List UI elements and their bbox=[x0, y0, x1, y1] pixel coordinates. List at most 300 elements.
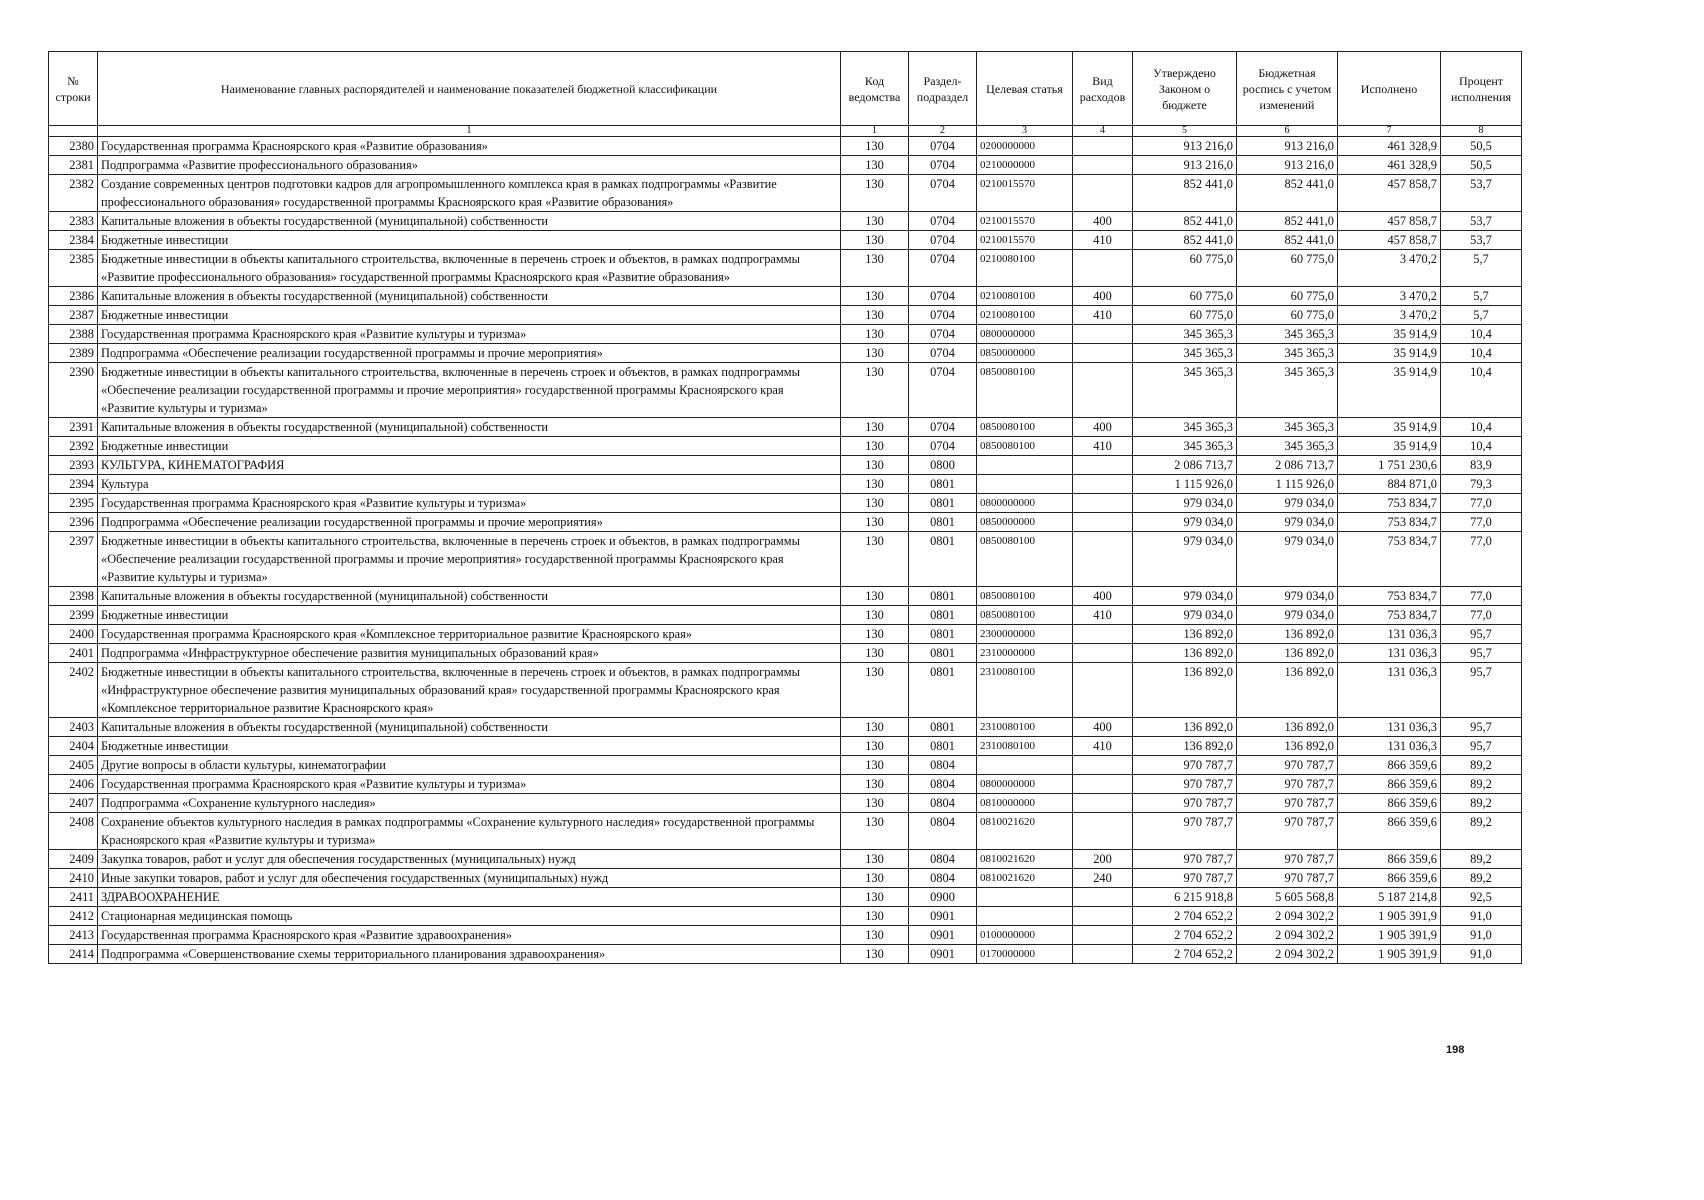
row-name: Бюджетные инвестиции в объекты капитального строительства, включенные в перечень строек и объектов, в рамках подпрограммы «Инфраструктурное обеспечение развития муниципальных образований края» государственной программы Красноярского края «Комплексное территориальное развитие Красноярского края» bbox=[98, 663, 841, 718]
expense-kind-cell bbox=[1073, 494, 1133, 513]
row-name: Подпрограмма «Развитие профессионального образования» bbox=[98, 156, 841, 175]
approved-amount: 979 034,0 bbox=[1133, 606, 1237, 625]
row-name: Подпрограмма «Обеспечение реализации государственной программы и прочие мероприятия» bbox=[98, 513, 841, 532]
percent-cell: 77,0 bbox=[1441, 587, 1522, 606]
target-article-cell: 0810021620 bbox=[977, 850, 1073, 869]
row-number: 2385 bbox=[49, 250, 98, 287]
row-name: Бюджетные инвестиции в объекты капитального строительства, включенные в перечень строек и объектов, в рамках подпрограммы «Развитие профессионального образования» государственной программы Красноярского края «Развитие образования» bbox=[98, 250, 841, 287]
executed-amount: 461 328,9 bbox=[1338, 137, 1441, 156]
dept-code-cell: 130 bbox=[841, 869, 909, 888]
dept-code-cell: 130 bbox=[841, 926, 909, 945]
schedule-amount: 345 365,3 bbox=[1237, 344, 1338, 363]
row-number: 2382 bbox=[49, 175, 98, 212]
table-row bbox=[49, 869, 1522, 888]
table-row bbox=[49, 250, 1522, 287]
table-row bbox=[49, 606, 1522, 625]
target-article-cell: 0170000000 bbox=[977, 945, 1073, 964]
table-row bbox=[49, 363, 1522, 418]
column-number: 6 bbox=[1237, 126, 1338, 137]
target-article-cell: 0100000000 bbox=[977, 926, 1073, 945]
target-article-cell: 0850000000 bbox=[977, 344, 1073, 363]
approved-amount: 913 216,0 bbox=[1133, 156, 1237, 175]
executed-amount: 1 905 391,9 bbox=[1338, 907, 1441, 926]
section-cell: 0704 bbox=[909, 287, 977, 306]
section-cell: 0704 bbox=[909, 137, 977, 156]
percent-cell: 53,7 bbox=[1441, 212, 1522, 231]
percent-cell: 89,2 bbox=[1441, 813, 1522, 850]
expense-kind-cell bbox=[1073, 813, 1133, 850]
target-article-cell: 0850080100 bbox=[977, 587, 1073, 606]
schedule-amount: 970 787,7 bbox=[1237, 850, 1338, 869]
executed-amount: 131 036,3 bbox=[1338, 737, 1441, 756]
target-article-cell bbox=[977, 475, 1073, 494]
schedule-amount: 136 892,0 bbox=[1237, 737, 1338, 756]
row-number: 2387 bbox=[49, 306, 98, 325]
row-number: 2412 bbox=[49, 907, 98, 926]
table-row bbox=[49, 475, 1522, 494]
percent-cell: 77,0 bbox=[1441, 494, 1522, 513]
expense-kind-cell: 410 bbox=[1073, 306, 1133, 325]
column-number: 3 bbox=[977, 126, 1073, 137]
dept-code-cell: 130 bbox=[841, 945, 909, 964]
table-row bbox=[49, 794, 1522, 813]
approved-amount: 60 775,0 bbox=[1133, 306, 1237, 325]
executed-amount: 753 834,7 bbox=[1338, 606, 1441, 625]
header-section: Раздел-подраздел bbox=[909, 52, 977, 126]
table-row bbox=[49, 644, 1522, 663]
approved-amount: 6 215 918,8 bbox=[1133, 888, 1237, 907]
target-article-cell: 0810021620 bbox=[977, 813, 1073, 850]
approved-amount: 2 704 652,2 bbox=[1133, 926, 1237, 945]
row-name: Подпрограмма «Обеспечение реализации государственной программы и прочие мероприятия» bbox=[98, 344, 841, 363]
expense-kind-cell bbox=[1073, 475, 1133, 494]
row-number: 2391 bbox=[49, 418, 98, 437]
target-article-cell bbox=[977, 456, 1073, 475]
target-article-cell: 0810000000 bbox=[977, 794, 1073, 813]
executed-amount: 753 834,7 bbox=[1338, 587, 1441, 606]
dept-code-cell: 130 bbox=[841, 231, 909, 250]
approved-amount: 136 892,0 bbox=[1133, 644, 1237, 663]
approved-amount: 345 365,3 bbox=[1133, 325, 1237, 344]
approved-amount: 60 775,0 bbox=[1133, 287, 1237, 306]
row-name: Бюджетные инвестиции bbox=[98, 737, 841, 756]
target-article-cell: 0210080100 bbox=[977, 306, 1073, 325]
target-article-cell: 0850080100 bbox=[977, 532, 1073, 587]
expense-kind-cell bbox=[1073, 344, 1133, 363]
section-cell: 0704 bbox=[909, 175, 977, 212]
expense-kind-cell: 200 bbox=[1073, 850, 1133, 869]
section-cell: 0704 bbox=[909, 156, 977, 175]
table-row bbox=[49, 663, 1522, 718]
dept-code-cell: 130 bbox=[841, 850, 909, 869]
dept-code-cell: 130 bbox=[841, 625, 909, 644]
schedule-amount: 345 365,3 bbox=[1237, 363, 1338, 418]
dept-code-cell: 130 bbox=[841, 663, 909, 718]
executed-amount: 457 858,7 bbox=[1338, 212, 1441, 231]
row-name: Бюджетные инвестиции в объекты капитального строительства, включенные в перечень строек и объектов, в рамках подпрограммы «Обеспечение реализации государственной программы и прочие мероприятия» государственной программы Красноярского края «Развитие культуры и туризма» bbox=[98, 532, 841, 587]
dept-code-cell: 130 bbox=[841, 532, 909, 587]
expense-kind-cell bbox=[1073, 888, 1133, 907]
target-article-cell: 0210015570 bbox=[977, 212, 1073, 231]
executed-amount: 3 470,2 bbox=[1338, 250, 1441, 287]
percent-cell: 95,7 bbox=[1441, 644, 1522, 663]
dept-code-cell: 130 bbox=[841, 363, 909, 418]
table-row bbox=[49, 212, 1522, 231]
section-cell: 0801 bbox=[909, 625, 977, 644]
row-number: 2411 bbox=[49, 888, 98, 907]
percent-cell: 91,0 bbox=[1441, 907, 1522, 926]
row-name: Подпрограмма «Сохранение культурного наследия» bbox=[98, 794, 841, 813]
expense-kind-cell bbox=[1073, 926, 1133, 945]
row-number: 2410 bbox=[49, 869, 98, 888]
dept-code-cell: 130 bbox=[841, 718, 909, 737]
executed-amount: 131 036,3 bbox=[1338, 718, 1441, 737]
schedule-amount: 979 034,0 bbox=[1237, 587, 1338, 606]
dept-code-cell: 130 bbox=[841, 156, 909, 175]
column-number: 7 bbox=[1338, 126, 1441, 137]
approved-amount: 2 704 652,2 bbox=[1133, 907, 1237, 926]
section-cell: 0801 bbox=[909, 532, 977, 587]
section-cell: 0804 bbox=[909, 756, 977, 775]
executed-amount: 35 914,9 bbox=[1338, 437, 1441, 456]
table-row bbox=[49, 775, 1522, 794]
executed-amount: 35 914,9 bbox=[1338, 418, 1441, 437]
executed-amount: 35 914,9 bbox=[1338, 344, 1441, 363]
column-number: 1 bbox=[841, 126, 909, 137]
row-number: 2394 bbox=[49, 475, 98, 494]
header-name: Наименование главных распорядителей и наименование показателей бюджетной классификации bbox=[98, 52, 841, 126]
table-row bbox=[49, 813, 1522, 850]
expense-kind-cell: 400 bbox=[1073, 587, 1133, 606]
table-row bbox=[49, 850, 1522, 869]
executed-amount: 131 036,3 bbox=[1338, 625, 1441, 644]
dept-code-cell: 130 bbox=[841, 756, 909, 775]
executed-amount: 3 470,2 bbox=[1338, 287, 1441, 306]
section-cell: 0801 bbox=[909, 494, 977, 513]
dept-code-cell: 130 bbox=[841, 794, 909, 813]
row-number: 2407 bbox=[49, 794, 98, 813]
target-article-cell: 0850000000 bbox=[977, 513, 1073, 532]
schedule-amount: 5 605 568,8 bbox=[1237, 888, 1338, 907]
row-name: Капитальные вложения в объекты государственной (муниципальной) собственности bbox=[98, 418, 841, 437]
schedule-amount: 1 115 926,0 bbox=[1237, 475, 1338, 494]
executed-amount: 866 359,6 bbox=[1338, 850, 1441, 869]
executed-amount: 866 359,6 bbox=[1338, 869, 1441, 888]
schedule-amount: 345 365,3 bbox=[1237, 437, 1338, 456]
section-cell: 0801 bbox=[909, 606, 977, 625]
section-cell: 0901 bbox=[909, 926, 977, 945]
target-article-cell bbox=[977, 756, 1073, 775]
row-number: 2397 bbox=[49, 532, 98, 587]
percent-cell: 77,0 bbox=[1441, 532, 1522, 587]
row-name: Культура bbox=[98, 475, 841, 494]
expense-kind-cell bbox=[1073, 775, 1133, 794]
executed-amount: 131 036,3 bbox=[1338, 663, 1441, 718]
row-number: 2393 bbox=[49, 456, 98, 475]
expense-kind-cell: 400 bbox=[1073, 287, 1133, 306]
table-row bbox=[49, 418, 1522, 437]
schedule-amount: 970 787,7 bbox=[1237, 756, 1338, 775]
header-target-article: Целевая статья bbox=[977, 52, 1073, 126]
table-row bbox=[49, 756, 1522, 775]
dept-code-cell: 130 bbox=[841, 494, 909, 513]
table-row bbox=[49, 325, 1522, 344]
target-article-cell: 0200000000 bbox=[977, 137, 1073, 156]
target-article-cell: 0850080100 bbox=[977, 418, 1073, 437]
percent-cell: 77,0 bbox=[1441, 513, 1522, 532]
section-cell: 0801 bbox=[909, 644, 977, 663]
row-name: Государственная программа Красноярского края «Развитие образования» bbox=[98, 137, 841, 156]
expense-kind-cell bbox=[1073, 250, 1133, 287]
target-article-cell: 0210015570 bbox=[977, 175, 1073, 212]
row-name: Создание современных центров подготовки кадров для агропромышленного комплекса края в рамках подпрограммы «Развитие профессионального образования» государственной программы Красноярского края «Развитие образования» bbox=[98, 175, 841, 212]
schedule-amount: 970 787,7 bbox=[1237, 869, 1338, 888]
table-row bbox=[49, 532, 1522, 587]
row-number: 2401 bbox=[49, 644, 98, 663]
row-name: Иные закупки товаров, работ и услуг для обеспечения государственных (муниципальных) нужд bbox=[98, 869, 841, 888]
dept-code-cell: 130 bbox=[841, 737, 909, 756]
row-name: Бюджетные инвестиции bbox=[98, 437, 841, 456]
page-number: 198 bbox=[1446, 1044, 1465, 1056]
section-cell: 0901 bbox=[909, 945, 977, 964]
percent-cell: 10,4 bbox=[1441, 437, 1522, 456]
expense-kind-cell bbox=[1073, 907, 1133, 926]
percent-cell: 50,5 bbox=[1441, 156, 1522, 175]
dept-code-cell: 130 bbox=[841, 344, 909, 363]
row-name: Закупка товаров, работ и услуг для обеспечения государственных (муниципальных) нужд bbox=[98, 850, 841, 869]
percent-cell: 10,4 bbox=[1441, 325, 1522, 344]
percent-cell: 79,3 bbox=[1441, 475, 1522, 494]
row-name: Государственная программа Красноярского края «Развитие культуры и туризма» bbox=[98, 775, 841, 794]
expense-kind-cell bbox=[1073, 325, 1133, 344]
approved-amount: 136 892,0 bbox=[1133, 625, 1237, 644]
expense-kind-cell: 410 bbox=[1073, 231, 1133, 250]
table-row bbox=[49, 137, 1522, 156]
header-budget-schedule: Бюджетная роспись с учетом изменений bbox=[1237, 52, 1338, 126]
section-cell: 0704 bbox=[909, 212, 977, 231]
executed-amount: 753 834,7 bbox=[1338, 513, 1441, 532]
column-number: 4 bbox=[1073, 126, 1133, 137]
row-number: 2381 bbox=[49, 156, 98, 175]
row-name: Другие вопросы в области культуры, кинематографии bbox=[98, 756, 841, 775]
row-number: 2388 bbox=[49, 325, 98, 344]
schedule-amount: 913 216,0 bbox=[1237, 156, 1338, 175]
schedule-amount: 60 775,0 bbox=[1237, 306, 1338, 325]
executed-amount: 1 905 391,9 bbox=[1338, 926, 1441, 945]
percent-cell: 95,7 bbox=[1441, 663, 1522, 718]
percent-cell: 10,4 bbox=[1441, 344, 1522, 363]
row-number: 2406 bbox=[49, 775, 98, 794]
row-number: 2404 bbox=[49, 737, 98, 756]
approved-amount: 913 216,0 bbox=[1133, 137, 1237, 156]
column-number: 8 bbox=[1441, 126, 1522, 137]
row-name: Капитальные вложения в объекты государственной (муниципальной) собственности bbox=[98, 287, 841, 306]
row-number: 2399 bbox=[49, 606, 98, 625]
executed-amount: 1 751 230,6 bbox=[1338, 456, 1441, 475]
table-row bbox=[49, 306, 1522, 325]
table-row bbox=[49, 945, 1522, 964]
section-cell: 0704 bbox=[909, 306, 977, 325]
header-approved: Утверждено Законом о бюджете bbox=[1133, 52, 1237, 126]
dept-code-cell: 130 bbox=[841, 907, 909, 926]
schedule-amount: 136 892,0 bbox=[1237, 625, 1338, 644]
executed-amount: 461 328,9 bbox=[1338, 156, 1441, 175]
section-cell: 0900 bbox=[909, 888, 977, 907]
executed-amount: 884 871,0 bbox=[1338, 475, 1441, 494]
table-row bbox=[49, 287, 1522, 306]
dept-code-cell: 130 bbox=[841, 606, 909, 625]
row-number: 2396 bbox=[49, 513, 98, 532]
expense-kind-cell bbox=[1073, 363, 1133, 418]
executed-amount: 866 359,6 bbox=[1338, 794, 1441, 813]
dept-code-cell: 130 bbox=[841, 325, 909, 344]
expense-kind-cell: 400 bbox=[1073, 718, 1133, 737]
target-article-cell: 0210080100 bbox=[977, 250, 1073, 287]
dept-code-cell: 130 bbox=[841, 250, 909, 287]
percent-cell: 53,7 bbox=[1441, 175, 1522, 212]
target-article-cell: 0850080100 bbox=[977, 363, 1073, 418]
percent-cell: 89,2 bbox=[1441, 869, 1522, 888]
table-row bbox=[49, 587, 1522, 606]
dept-code-cell: 130 bbox=[841, 587, 909, 606]
expense-kind-cell: 400 bbox=[1073, 212, 1133, 231]
section-cell: 0804 bbox=[909, 775, 977, 794]
approved-amount: 979 034,0 bbox=[1133, 532, 1237, 587]
percent-cell: 89,2 bbox=[1441, 850, 1522, 869]
table-row bbox=[49, 344, 1522, 363]
target-article-cell: 0800000000 bbox=[977, 494, 1073, 513]
table-row bbox=[49, 437, 1522, 456]
percent-cell: 53,7 bbox=[1441, 231, 1522, 250]
row-name: КУЛЬТУРА, КИНЕМАТОГРАФИЯ bbox=[98, 456, 841, 475]
row-name: Подпрограмма «Совершенствование схемы территориального планирования здравоохранения» bbox=[98, 945, 841, 964]
percent-cell: 77,0 bbox=[1441, 606, 1522, 625]
schedule-amount: 979 034,0 bbox=[1237, 532, 1338, 587]
section-cell: 0801 bbox=[909, 663, 977, 718]
percent-cell: 89,2 bbox=[1441, 794, 1522, 813]
dept-code-cell: 130 bbox=[841, 212, 909, 231]
section-cell: 0704 bbox=[909, 363, 977, 418]
section-cell: 0804 bbox=[909, 850, 977, 869]
header-executed: Исполнено bbox=[1338, 52, 1441, 126]
table-row bbox=[49, 513, 1522, 532]
table-row bbox=[49, 625, 1522, 644]
section-cell: 0801 bbox=[909, 718, 977, 737]
section-cell: 0704 bbox=[909, 231, 977, 250]
header-dept-code: Код ведомства bbox=[841, 52, 909, 126]
dept-code-cell: 130 bbox=[841, 175, 909, 212]
row-name: Капитальные вложения в объекты государственной (муниципальной) собственности bbox=[98, 718, 841, 737]
column-number: 2 bbox=[909, 126, 977, 137]
approved-amount: 970 787,7 bbox=[1133, 869, 1237, 888]
dept-code-cell: 130 bbox=[841, 418, 909, 437]
row-number: 2400 bbox=[49, 625, 98, 644]
executed-amount: 866 359,6 bbox=[1338, 775, 1441, 794]
row-number: 2398 bbox=[49, 587, 98, 606]
dept-code-cell: 130 bbox=[841, 306, 909, 325]
schedule-amount: 970 787,7 bbox=[1237, 794, 1338, 813]
percent-cell: 95,7 bbox=[1441, 718, 1522, 737]
expense-kind-cell: 410 bbox=[1073, 737, 1133, 756]
schedule-amount: 136 892,0 bbox=[1237, 663, 1338, 718]
approved-amount: 970 787,7 bbox=[1133, 850, 1237, 869]
row-number: 2392 bbox=[49, 437, 98, 456]
percent-cell: 5,7 bbox=[1441, 250, 1522, 287]
executed-amount: 753 834,7 bbox=[1338, 532, 1441, 587]
schedule-amount: 60 775,0 bbox=[1237, 287, 1338, 306]
percent-cell: 5,7 bbox=[1441, 287, 1522, 306]
section-cell: 0801 bbox=[909, 587, 977, 606]
percent-cell: 95,7 bbox=[1441, 625, 1522, 644]
expense-kind-cell: 240 bbox=[1073, 869, 1133, 888]
schedule-amount: 852 441,0 bbox=[1237, 212, 1338, 231]
dept-code-cell: 130 bbox=[841, 513, 909, 532]
approved-amount: 970 787,7 bbox=[1133, 813, 1237, 850]
approved-amount: 970 787,7 bbox=[1133, 794, 1237, 813]
schedule-amount: 2 094 302,2 bbox=[1237, 945, 1338, 964]
schedule-amount: 979 034,0 bbox=[1237, 606, 1338, 625]
dept-code-cell: 130 bbox=[841, 437, 909, 456]
schedule-amount: 60 775,0 bbox=[1237, 250, 1338, 287]
dept-code-cell: 130 bbox=[841, 644, 909, 663]
target-article-cell bbox=[977, 888, 1073, 907]
row-name: Бюджетные инвестиции bbox=[98, 606, 841, 625]
approved-amount: 136 892,0 bbox=[1133, 718, 1237, 737]
section-cell: 0704 bbox=[909, 418, 977, 437]
section-cell: 0804 bbox=[909, 794, 977, 813]
target-article-cell: 0800000000 bbox=[977, 775, 1073, 794]
section-cell: 0801 bbox=[909, 513, 977, 532]
row-number: 2383 bbox=[49, 212, 98, 231]
target-article-cell: 0850080100 bbox=[977, 606, 1073, 625]
row-name: Капитальные вложения в объекты государственной (муниципальной) собственности bbox=[98, 212, 841, 231]
table-row bbox=[49, 888, 1522, 907]
row-number: 2380 bbox=[49, 137, 98, 156]
approved-amount: 852 441,0 bbox=[1133, 231, 1237, 250]
target-article-cell: 2310080100 bbox=[977, 737, 1073, 756]
section-cell: 0704 bbox=[909, 344, 977, 363]
header-percent: Процент исполнения bbox=[1441, 52, 1522, 126]
row-number: 2395 bbox=[49, 494, 98, 513]
approved-amount: 852 441,0 bbox=[1133, 175, 1237, 212]
expense-kind-cell bbox=[1073, 456, 1133, 475]
row-number: 2389 bbox=[49, 344, 98, 363]
target-article-cell: 0800000000 bbox=[977, 325, 1073, 344]
schedule-amount: 970 787,7 bbox=[1237, 813, 1338, 850]
approved-amount: 970 787,7 bbox=[1133, 756, 1237, 775]
budget-execution-table bbox=[48, 51, 1522, 964]
row-name: Государственная программа Красноярского края «Развитие культуры и туризма» bbox=[98, 325, 841, 344]
executed-amount: 35 914,9 bbox=[1338, 363, 1441, 418]
section-cell: 0801 bbox=[909, 737, 977, 756]
column-number: 5 bbox=[1133, 126, 1237, 137]
dept-code-cell: 130 bbox=[841, 287, 909, 306]
expense-kind-cell: 410 bbox=[1073, 437, 1133, 456]
section-cell: 0801 bbox=[909, 475, 977, 494]
section-cell: 0804 bbox=[909, 813, 977, 850]
schedule-amount: 2 086 713,7 bbox=[1237, 456, 1338, 475]
schedule-amount: 136 892,0 bbox=[1237, 718, 1338, 737]
table-row bbox=[49, 456, 1522, 475]
row-number: 2390 bbox=[49, 363, 98, 418]
approved-amount: 970 787,7 bbox=[1133, 775, 1237, 794]
expense-kind-cell: 400 bbox=[1073, 418, 1133, 437]
schedule-amount: 2 094 302,2 bbox=[1237, 907, 1338, 926]
target-article-cell: 0210000000 bbox=[977, 156, 1073, 175]
table-row bbox=[49, 231, 1522, 250]
target-article-cell: 2310080100 bbox=[977, 718, 1073, 737]
percent-cell: 83,9 bbox=[1441, 456, 1522, 475]
